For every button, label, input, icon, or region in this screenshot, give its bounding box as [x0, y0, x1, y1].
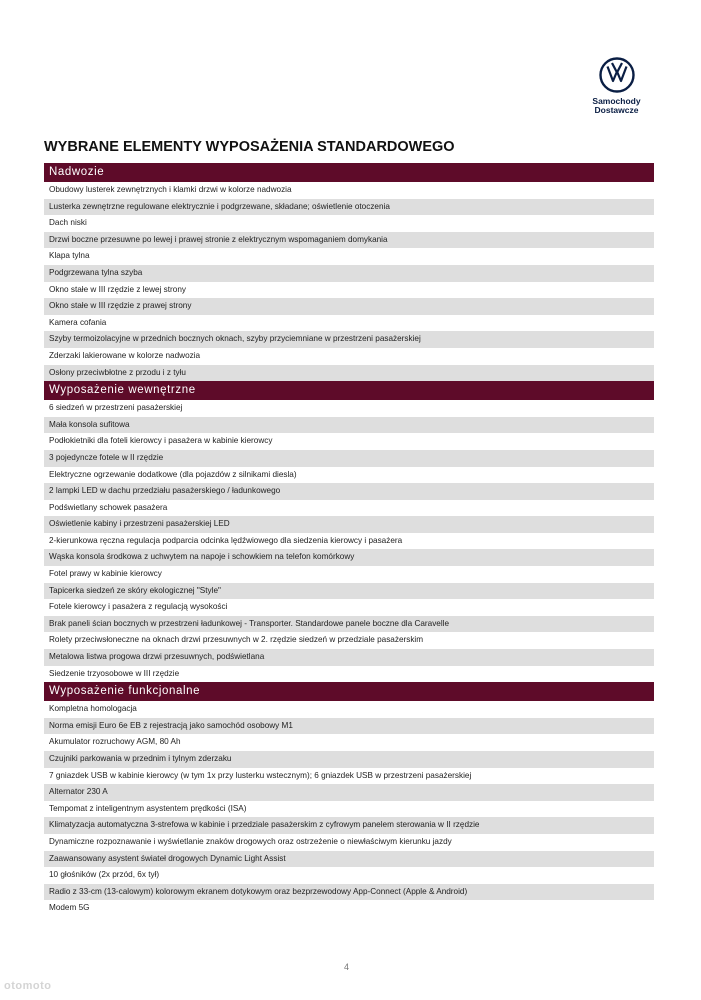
equipment-item: Podłokietniki dla foteli kierowcy i pasażera w kabinie kierowcy: [49, 436, 273, 446]
equipment-item: Klapa tylna: [49, 251, 90, 261]
equipment-item: Mała konsola sufitowa: [44, 417, 654, 434]
equipment-item: Klimatyzacja automatyczna 3-strefowa w kabinie i przedziale pasażerskim z cyfrowym panelem sterowania w II rzędzie: [44, 817, 654, 834]
equipment-list: [44, 163, 654, 917]
brand-line2: Dostawcze: [594, 105, 639, 115]
section-header: Nadwozie: [44, 163, 654, 182]
watermark: otomoto: [4, 980, 52, 992]
equipment-item: Drzwi boczne przesuwne po lewej i prawej stronie z elektrycznym wspomaganiem domykania: [44, 232, 654, 249]
equipment-item: 3 pojedyncze fotele w II rzędzie: [44, 450, 654, 467]
equipment-item: Tapicerka siedzeń ze skóry ekologicznej "Style": [44, 583, 654, 600]
equipment-item: Akumulator rozruchowy AGM, 80 Ah: [49, 737, 181, 747]
equipment-item: Lusterka zewnętrzne regulowane elektrycznie i podgrzewane, składane; oświetlenie otoczenia: [44, 199, 654, 216]
equipment-item: Okno stałe w III rzędzie z prawej strony: [44, 298, 654, 315]
equipment-item: Zaawansowany asystent świateł drogowych Dynamic Light Assist: [44, 851, 654, 868]
equipment-item: Elektryczne ogrzewanie dodatkowe (dla pojazdów z silnikami diesla): [49, 469, 297, 479]
equipment-item: 2 lampki LED w dachu przedziału pasażerskiego / ładunkowego: [44, 483, 654, 500]
equipment-item: Osłony przeciwbłotne z przodu i z tyłu: [44, 365, 654, 382]
equipment-item: Kamera cofania: [49, 317, 107, 327]
page-title: WYBRANE ELEMENTY WYPOSAŻENIA STANDARDOWEGO: [44, 139, 455, 155]
equipment-item: Oświetlenie kabiny i przestrzeni pasażerskiej LED: [44, 516, 654, 533]
equipment-item: Wąska konsola środkowa z uchwytem na napoje i schowkiem na telefon komórkowy: [44, 549, 654, 566]
equipment-item: 7 gniazdek USB w kabinie kierowcy (w tym 1x przy lusterku wstecznym); 6 gniazdek USB w przestrzeni pasażerskiej: [49, 770, 472, 780]
equipment-item: Modem 5G: [49, 903, 90, 913]
equipment-item: Tempomat z inteligentnym asystentem prędkości (ISA): [49, 803, 247, 813]
equipment-item: Obudowy lusterek zewnętrznych i klamki drzwi w kolorze nadwozia: [49, 185, 292, 194]
equipment-item: 10 głośników (2x przód, 6x tył): [49, 870, 160, 880]
equipment-item: Dynamiczne rozpoznawanie i wyświetlanie znaków drogowych oraz ostrzeżenie o niewłaściwym kierunku jazdy: [49, 836, 452, 846]
equipment-item: Fotele kierowcy i pasażera z regulacją wysokości: [49, 602, 228, 612]
brand-logo: [589, 57, 644, 115]
equipment-item: Metalowa listwa progowa drzwi przesuwnych, podświetlana: [44, 649, 654, 666]
equipment-item: Fotel prawy w kabinie kierowcy: [49, 569, 162, 579]
equipment-item: 2-kierunkowa ręczna regulacja podparcia odcinka lędźwiowego dla siedzenia kierowcy i pasażera: [49, 535, 403, 545]
equipment-item: Dach niski: [49, 218, 87, 228]
equipment-item: Okno stałe w III rzędzie z lewej strony: [49, 284, 186, 294]
equipment-item: Podgrzewana tylna szyba: [44, 265, 654, 282]
equipment-item: Kompletna homologacja: [49, 704, 137, 714]
equipment-item: Norma emisji Euro 6e EB z rejestracją jako samochód osobowy M1: [44, 718, 654, 735]
brand-line1: Samochody: [592, 96, 641, 106]
page-number: 4: [344, 962, 350, 972]
brand-name: [589, 97, 644, 115]
equipment-item: Zderzaki lakierowane w kolorze nadwozia: [49, 350, 201, 360]
section-header: Wyposażenie funkcjonalne: [44, 682, 654, 701]
equipment-item: Czujniki parkowania w przednim i tylnym zderzaku: [44, 751, 654, 768]
vw-logo-icon: [599, 57, 635, 93]
section-header: Wyposażenie wewnętrzne: [44, 381, 654, 400]
equipment-item: 6 siedzeń w przestrzeni pasażerskiej: [49, 403, 183, 413]
equipment-item: Siedzenie trzyosobowe w III rzędzie: [49, 668, 180, 678]
equipment-item: Podświetlany schowek pasażera: [49, 502, 168, 512]
equipment-item: Szyby termoizolacyjne w przednich bocznych oknach, szyby przyciemniane w przestrzeni pasażerskiej: [44, 331, 654, 348]
equipment-item: Brak paneli ścian bocznych w przestrzeni ładunkowej - Transporter. Standardowe panele boczne dla Caravelle: [44, 616, 654, 633]
equipment-item: Radio z 33-cm (13-calowym) kolorowym ekranem dotykowym oraz bezprzewodowy App-Connect (Apple & Android): [44, 884, 654, 901]
equipment-item: Alternator 230 A: [44, 784, 654, 801]
equipment-item: Rolety przeciwsłoneczne na oknach drzwi przesuwnych w 2. rzędzie siedzeń w przedziale pasażerskim: [49, 635, 424, 645]
